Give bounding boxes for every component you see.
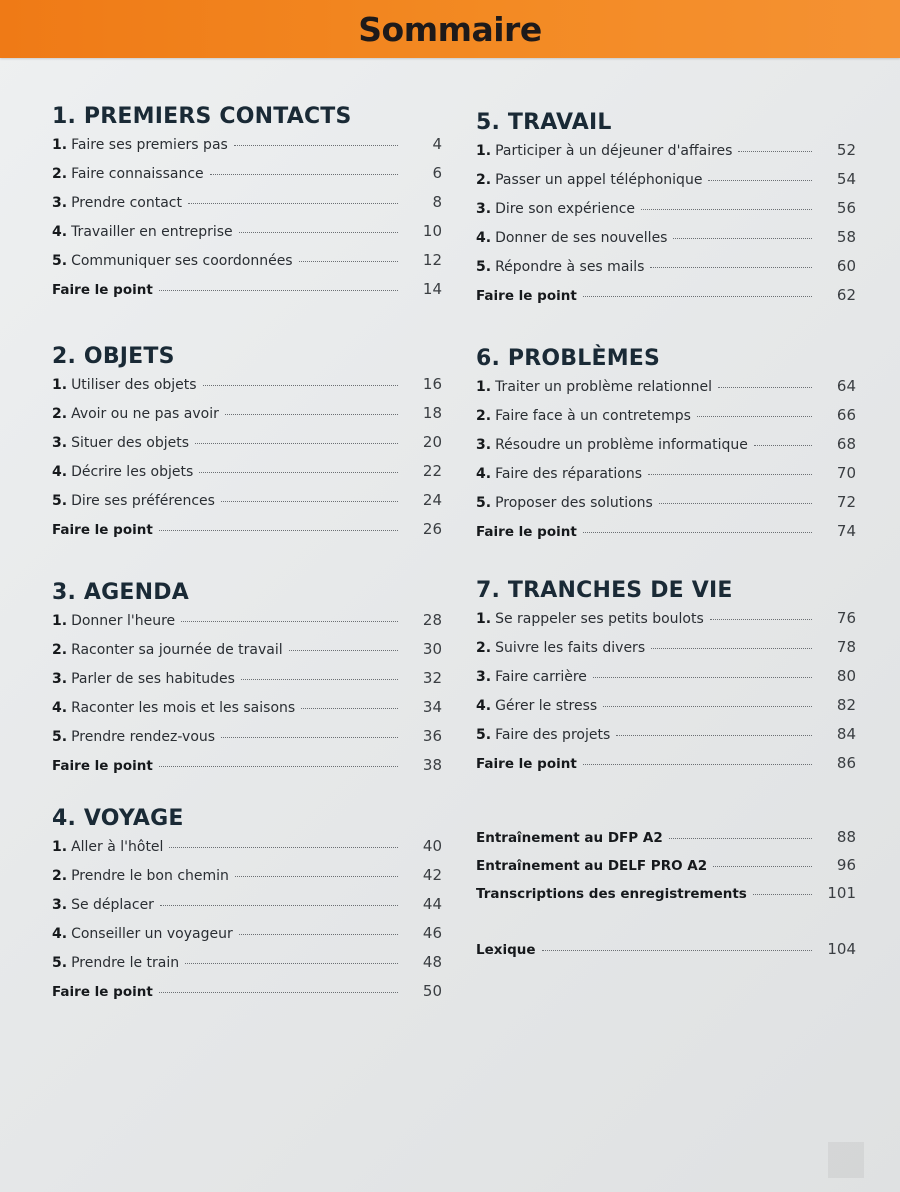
toc-entry[interactable] <box>476 464 856 493</box>
unit-title: 7. TRANCHES DE VIE <box>476 578 733 603</box>
dot-leader <box>673 238 812 239</box>
entry-number: 3. <box>476 437 492 453</box>
review-label: Faire le point <box>476 524 577 540</box>
entry-label: Faire connaissance <box>71 166 204 182</box>
entry-page: 62 <box>836 286 856 304</box>
entry-label: Dire ses préférences <box>71 493 215 509</box>
entry-number: 3. <box>476 201 492 217</box>
toc-entry[interactable] <box>52 953 442 982</box>
dot-leader <box>159 992 398 993</box>
entry-number: 5. <box>476 495 492 511</box>
dot-leader <box>235 876 398 877</box>
unit-6-section <box>476 346 856 551</box>
entry-label: Résoudre un problème informatique <box>495 437 748 453</box>
toc-entry[interactable] <box>52 491 442 520</box>
entry-number: 1. <box>52 613 68 629</box>
toc-entry[interactable] <box>52 462 442 491</box>
toc-entry[interactable] <box>52 640 442 669</box>
entry-number: 5. <box>52 253 68 269</box>
entry-page: 84 <box>836 725 856 743</box>
unit-3-section <box>52 580 442 785</box>
dot-leader <box>710 619 812 620</box>
dot-leader <box>718 387 812 388</box>
unit-title: 3. AGENDA <box>52 580 189 605</box>
toc-entry[interactable] <box>476 257 856 286</box>
toc-entry[interactable] <box>52 866 442 895</box>
dot-leader <box>239 232 398 233</box>
toc-entry[interactable] <box>476 696 856 725</box>
toc-entry[interactable] <box>52 895 442 924</box>
dot-leader <box>754 445 812 446</box>
annex-label: Transcriptions des enregistrements <box>476 886 747 902</box>
entry-page: 80 <box>836 667 856 685</box>
entry-page: 76 <box>836 609 856 627</box>
entry-page: 20 <box>422 433 442 451</box>
dot-leader <box>708 180 812 181</box>
entry-number: 1. <box>52 137 68 153</box>
dot-leader <box>753 894 812 895</box>
entry-number: 4. <box>476 698 492 714</box>
entry-page: 74 <box>836 522 856 540</box>
entry-page: 46 <box>422 924 442 942</box>
entry-label: Avoir ou ne pas avoir <box>71 406 219 422</box>
entry-page: 44 <box>422 895 442 913</box>
entry-page: 54 <box>836 170 856 188</box>
entry-page: 10 <box>422 222 442 240</box>
dot-leader <box>239 934 398 935</box>
entry-page: 68 <box>836 435 856 453</box>
entry-page: 101 <box>827 884 856 902</box>
entry-label: Répondre à ses mails <box>495 259 645 275</box>
entry-page: 48 <box>422 953 442 971</box>
entry-page: 64 <box>836 377 856 395</box>
entry-label: Raconter les mois et les saisons <box>71 700 296 716</box>
unit-5-section <box>476 110 856 315</box>
dot-leader <box>188 203 398 204</box>
entry-label: Conseiller un voyageur <box>71 926 233 942</box>
entry-label: Se rappeler ses petits boulots <box>495 611 704 627</box>
dot-leader <box>697 416 812 417</box>
header-banner <box>0 0 900 58</box>
entry-label: Prendre le bon chemin <box>71 868 229 884</box>
entry-page: 42 <box>422 866 442 884</box>
entry-label: Gérer le stress <box>495 698 598 714</box>
entry-page: 22 <box>422 462 442 480</box>
entry-label: Suivre les faits divers <box>495 640 646 656</box>
toc-entry[interactable] <box>476 435 856 464</box>
entry-label: Parler de ses habitudes <box>71 671 235 687</box>
review-label: Faire le point <box>52 522 153 538</box>
toc-entry[interactable] <box>52 251 442 280</box>
review-label: Faire le point <box>476 756 577 772</box>
entry-page: 60 <box>836 257 856 275</box>
toc-entry[interactable] <box>52 193 442 222</box>
toc-entry[interactable] <box>52 924 442 953</box>
dot-leader <box>603 706 812 707</box>
unit-title: 6. PROBLÈMES <box>476 346 661 371</box>
toc-entry[interactable] <box>52 837 442 866</box>
dot-leader <box>225 414 398 415</box>
entry-number: 2. <box>476 408 492 424</box>
toc-entry[interactable] <box>476 667 856 696</box>
review-label: Faire le point <box>476 288 577 304</box>
entry-number: 4. <box>52 700 68 716</box>
entry-number: 1. <box>476 611 492 627</box>
entry-page: 18 <box>422 404 442 422</box>
entry-page: 56 <box>836 199 856 217</box>
entry-number: 4. <box>476 230 492 246</box>
toc-review-entry[interactable] <box>476 754 856 783</box>
unit-2-section <box>52 344 442 549</box>
dot-leader <box>583 296 812 297</box>
entry-number: 3. <box>52 435 68 451</box>
review-label: Faire le point <box>52 758 153 774</box>
toc-entry[interactable] <box>52 698 442 727</box>
entry-number: 1. <box>52 377 68 393</box>
toc-entry[interactable] <box>52 164 442 193</box>
entry-label: Aller à l'hôtel <box>71 839 164 855</box>
entry-label: Proposer des solutions <box>495 495 653 511</box>
entry-label: Utiliser des objets <box>71 377 197 393</box>
entry-number: 2. <box>52 642 68 658</box>
toc-entry[interactable] <box>52 222 442 251</box>
dot-leader <box>301 708 398 709</box>
entry-page: 52 <box>836 141 856 159</box>
entry-page: 12 <box>422 251 442 269</box>
toc-review-entry[interactable] <box>476 522 856 551</box>
entry-page: 50 <box>422 982 442 1000</box>
entry-label: Faire ses premiers pas <box>71 137 228 153</box>
dot-leader <box>159 530 398 531</box>
entry-label: Décrire les objets <box>71 464 194 480</box>
unit-title: 4. VOYAGE <box>52 806 184 831</box>
dot-leader <box>221 737 398 738</box>
annexes-list <box>476 828 856 912</box>
toc-lexique-entry[interactable] <box>476 940 856 968</box>
dot-leader <box>648 474 812 475</box>
page-title: Sommaire <box>358 9 542 49</box>
toc-review-entry[interactable] <box>52 982 442 1011</box>
entry-label: Traiter un problème relationnel <box>495 379 713 395</box>
annex-label: Entraînement au DELF PRO A2 <box>476 858 708 874</box>
entry-label: Faire carrière <box>495 669 587 685</box>
entry-page: 34 <box>422 698 442 716</box>
entry-number: 5. <box>52 729 68 745</box>
entry-page: 104 <box>827 940 856 958</box>
toc-entry[interactable] <box>476 199 856 228</box>
dot-leader <box>159 290 398 291</box>
entry-label: Travailler en entreprise <box>71 224 233 240</box>
unit-4-section <box>52 806 442 1011</box>
dot-leader <box>659 503 812 504</box>
entry-page: 26 <box>422 520 442 538</box>
toc-entry[interactable] <box>476 228 856 257</box>
toc-entry[interactable] <box>52 135 442 164</box>
entry-number: 3. <box>52 897 68 913</box>
dot-leader <box>616 735 812 736</box>
entry-number: 2. <box>476 640 492 656</box>
dot-leader <box>669 838 812 839</box>
entry-label: Situer des objets <box>71 435 190 451</box>
toc-review-entry[interactable] <box>52 280 442 309</box>
entry-label: Communiquer ses coordonnées <box>71 253 293 269</box>
dot-leader <box>299 261 398 262</box>
dot-leader <box>195 443 398 444</box>
toc-entry[interactable] <box>476 638 856 667</box>
entry-label: Prendre rendez-vous <box>71 729 216 745</box>
page-corner-mark <box>828 1142 864 1178</box>
entry-page: 30 <box>422 640 442 658</box>
entry-page: 82 <box>836 696 856 714</box>
dot-leader <box>651 648 812 649</box>
entry-label: Passer un appel téléphonique <box>495 172 703 188</box>
dot-leader <box>159 766 398 767</box>
entry-number: 3. <box>52 671 68 687</box>
unit-title: 2. OBJETS <box>52 344 175 369</box>
entry-label: Faire face à un contretemps <box>495 408 691 424</box>
entry-page: 38 <box>422 756 442 774</box>
entry-page: 72 <box>836 493 856 511</box>
entry-number: 1. <box>476 143 492 159</box>
entry-number: 4. <box>52 464 68 480</box>
dot-leader <box>234 145 398 146</box>
entry-number: 5. <box>52 493 68 509</box>
toc-entry[interactable] <box>476 493 856 522</box>
entry-number: 5. <box>476 727 492 743</box>
entry-page: 58 <box>836 228 856 246</box>
toc-review-entry[interactable] <box>476 286 856 315</box>
dot-leader <box>221 501 398 502</box>
dot-leader <box>199 472 398 473</box>
toc-entry[interactable] <box>476 141 856 170</box>
dot-leader <box>169 847 398 848</box>
entry-page: 4 <box>432 135 442 153</box>
dot-leader <box>713 866 812 867</box>
entry-number: 4. <box>52 926 68 942</box>
entry-label: Faire des projets <box>495 727 611 743</box>
entry-number: 3. <box>476 669 492 685</box>
entry-number: 5. <box>476 259 492 275</box>
dot-leader <box>185 963 398 964</box>
entry-page: 78 <box>836 638 856 656</box>
toc-entry[interactable] <box>52 611 442 640</box>
entry-label: Raconter sa journée de travail <box>71 642 283 658</box>
entry-page: 6 <box>432 164 442 182</box>
dot-leader <box>181 621 398 622</box>
entry-label: Dire son expérience <box>495 201 636 217</box>
lexique-label: Lexique <box>476 942 536 958</box>
entry-number: 1. <box>476 379 492 395</box>
dot-leader <box>650 267 812 268</box>
entry-page: 32 <box>422 669 442 687</box>
dot-leader <box>289 650 398 651</box>
entry-page: 40 <box>422 837 442 855</box>
toc-entry[interactable] <box>52 669 442 698</box>
review-label: Faire le point <box>52 984 153 1000</box>
toc-annex-entry[interactable] <box>476 828 856 856</box>
dot-leader <box>583 764 812 765</box>
dot-leader <box>241 679 398 680</box>
entry-page: 16 <box>422 375 442 393</box>
dot-leader <box>641 209 812 210</box>
entry-page: 88 <box>836 828 856 846</box>
toc-entry[interactable] <box>52 375 442 404</box>
dot-leader <box>738 151 812 152</box>
dot-leader <box>210 174 398 175</box>
dot-leader <box>542 950 812 951</box>
entry-label: Prendre le train <box>71 955 180 971</box>
dot-leader <box>160 905 398 906</box>
entry-page: 96 <box>836 856 856 874</box>
dot-leader <box>593 677 812 678</box>
toc-review-entry[interactable] <box>52 756 442 785</box>
entry-page: 36 <box>422 727 442 745</box>
annex-label: Entraînement au DFP A2 <box>476 830 663 846</box>
entry-number: 4. <box>476 466 492 482</box>
entry-page: 8 <box>432 193 442 211</box>
dot-leader <box>583 532 812 533</box>
entry-page: 66 <box>836 406 856 424</box>
entry-label: Prendre contact <box>71 195 182 211</box>
toc-entry[interactable] <box>476 406 856 435</box>
toc-annex-entry[interactable] <box>476 884 856 912</box>
entry-number: 4. <box>52 224 68 240</box>
entry-page: 24 <box>422 491 442 509</box>
entry-page: 70 <box>836 464 856 482</box>
entry-number: 5. <box>52 955 68 971</box>
entry-page: 14 <box>422 280 442 298</box>
review-label: Faire le point <box>52 282 153 298</box>
lexique-entry-wrap <box>476 940 856 968</box>
toc-entry[interactable] <box>52 727 442 756</box>
entry-number: 2. <box>52 166 68 182</box>
entry-number: 2. <box>476 172 492 188</box>
unit-title: 1. PREMIERS CONTACTS <box>52 104 352 129</box>
entry-number: 2. <box>52 406 68 422</box>
toc-entry[interactable] <box>476 725 856 754</box>
unit-1-section <box>52 104 442 309</box>
toc-entry[interactable] <box>476 170 856 199</box>
toc-entry[interactable] <box>476 609 856 638</box>
entry-number: 1. <box>52 839 68 855</box>
entry-label: Donner de ses nouvelles <box>495 230 668 246</box>
toc-entry[interactable] <box>476 377 856 406</box>
entry-page: 28 <box>422 611 442 629</box>
toc-entry[interactable] <box>52 404 442 433</box>
entry-page: 86 <box>836 754 856 772</box>
unit-title: 5. TRAVAIL <box>476 110 612 135</box>
entry-label: Faire des réparations <box>495 466 643 482</box>
toc-review-entry[interactable] <box>52 520 442 549</box>
entry-label: Participer à un déjeuner d'affaires <box>495 143 733 159</box>
entry-number: 3. <box>52 195 68 211</box>
toc-entry[interactable] <box>52 433 442 462</box>
unit-7-section <box>476 578 856 783</box>
entry-label: Se déplacer <box>71 897 154 913</box>
entry-label: Donner l'heure <box>71 613 176 629</box>
entry-number: 2. <box>52 868 68 884</box>
toc-annex-entry[interactable] <box>476 856 856 884</box>
dot-leader <box>203 385 398 386</box>
